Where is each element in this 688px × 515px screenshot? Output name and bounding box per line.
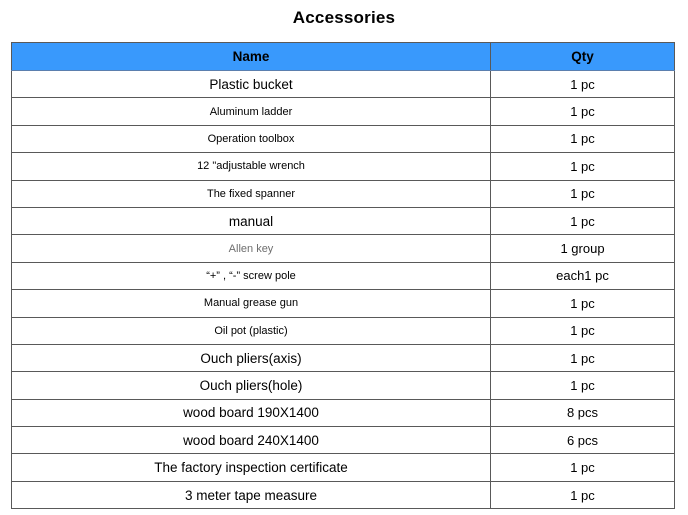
- table-header-row: [12, 43, 675, 71]
- table-row: [12, 98, 675, 125]
- qty-cell: 1 pc: [491, 290, 675, 317]
- name-cell: 3 meter tape measure: [12, 481, 491, 508]
- name-cell: Aluminum ladder: [12, 98, 491, 125]
- qty-cell: 1 pc: [491, 207, 675, 234]
- qty-cell: 1 pc: [491, 372, 675, 399]
- qty-cell: 1 pc: [491, 317, 675, 344]
- name-cell: Operation toolbox: [12, 125, 491, 152]
- qty-cell: 1 pc: [491, 454, 675, 481]
- qty-cell: 6 pcs: [491, 427, 675, 454]
- table-row: [12, 399, 675, 426]
- name-cell: Allen key: [12, 235, 491, 262]
- table-row: [12, 481, 675, 508]
- qty-cell: 1 pc: [491, 71, 675, 98]
- table-row: [12, 427, 675, 454]
- name-cell: Manual grease gun: [12, 290, 491, 317]
- table-row: [12, 180, 675, 207]
- name-cell: wood board 190X1400: [12, 399, 491, 426]
- name-cell: 12 "adjustable wrench: [12, 153, 491, 180]
- name-cell: The factory inspection certificate: [12, 454, 491, 481]
- table-row: [12, 235, 675, 262]
- qty-cell: 1 pc: [491, 98, 675, 125]
- table-row: [12, 454, 675, 481]
- name-cell: manual: [12, 207, 491, 234]
- qty-cell: 1 pc: [491, 180, 675, 207]
- qty-cell: 1 pc: [491, 344, 675, 371]
- name-cell: The fixed spanner: [12, 180, 491, 207]
- name-cell: “+” , “-” screw pole: [12, 262, 491, 289]
- table-row: [12, 71, 675, 98]
- table-row: [12, 344, 675, 371]
- table-row: [12, 125, 675, 152]
- page-title: Accessories: [292, 8, 396, 27]
- name-cell: wood board 240X1400: [12, 427, 491, 454]
- name-cell: Ouch pliers(hole): [12, 372, 491, 399]
- table-row: [12, 372, 675, 399]
- qty-cell: 1 group: [491, 235, 675, 262]
- qty-cell: each1 pc: [491, 262, 675, 289]
- name-cell: Plastic bucket: [12, 71, 491, 98]
- column-header-name: Name: [12, 43, 491, 71]
- qty-cell: 1 pc: [491, 125, 675, 152]
- table-row: [12, 207, 675, 234]
- table-row: [12, 262, 675, 289]
- qty-cell: 1 pc: [491, 481, 675, 508]
- table-row: [12, 290, 675, 317]
- qty-cell: 1 pc: [491, 153, 675, 180]
- table-body: [12, 71, 675, 509]
- name-cell: Oil pot (plastic): [12, 317, 491, 344]
- qty-cell: 8 pcs: [491, 399, 675, 426]
- table-row: [12, 317, 675, 344]
- accessories-table: [11, 42, 675, 509]
- column-header-qty: Qty: [491, 43, 675, 71]
- table-row: [12, 153, 675, 180]
- name-cell: Ouch pliers(axis): [12, 344, 491, 371]
